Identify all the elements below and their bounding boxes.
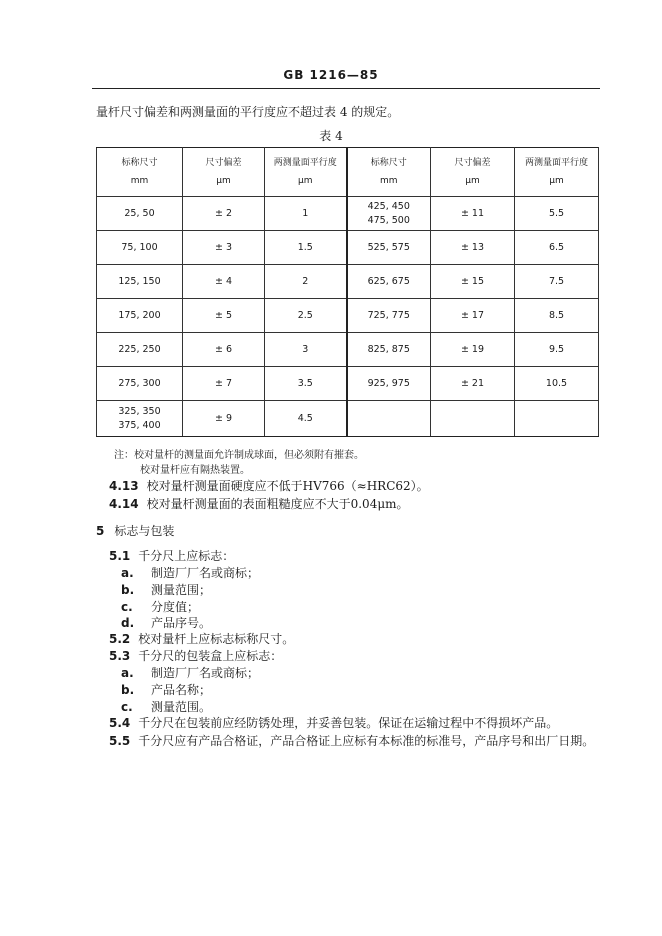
cell-deviation-b: ± 13: [431, 231, 515, 265]
standard-code: GB 1216—85: [283, 68, 379, 82]
clause-5-2: 5.2 校对量杆上应标志标称尺寸。: [109, 632, 295, 646]
header-size-deviation: 尺寸偏差 μm: [183, 148, 265, 197]
table-row: [97, 197, 599, 231]
header-nominal-size-2: 标称尺寸 mm: [347, 148, 431, 197]
cell-deviation-b: ± 19: [431, 333, 515, 367]
list-item: d. 产品序号。: [121, 616, 212, 630]
cell-size-a: 175, 200: [97, 299, 183, 333]
cell-size-a: 125, 150: [97, 265, 183, 299]
section-5-heading: 5 标志与包装: [96, 524, 175, 538]
cell-size-b: 625, 675: [347, 265, 431, 299]
cell-deviation-b: ± 15: [431, 265, 515, 299]
cell-parallelism-b: 7.5: [515, 265, 599, 299]
cell-parallelism-a: 2.5: [265, 299, 347, 333]
cell-size-a: 25, 50: [97, 197, 183, 231]
header-parallelism: 两测量面平行度 μm: [265, 148, 347, 197]
clause-5-3: 5.3 千分尺的包装盒上应标志：: [109, 649, 283, 663]
cell-parallelism-b: [515, 401, 599, 437]
intro-text: 量杆尺寸偏差和两测量面的平行度应不超过表 4 的规定。: [96, 105, 400, 119]
cell-parallelism-b: 6.5: [515, 231, 599, 265]
clause-4-14: 4.14 校对量杆测量面的表面粗糙度应不大于0.04μm。: [109, 497, 409, 511]
clause-5-4: 5.4 千分尺在包装前应经防锈处理，并妥善包装。保证在运输过程中不得损坏产品。: [109, 716, 559, 730]
cell-deviation-b: ± 17: [431, 299, 515, 333]
cell-parallelism-b: 8.5: [515, 299, 599, 333]
table-note-2: 校对量杆应有隔热装置。: [140, 465, 250, 476]
table-row: [97, 231, 599, 265]
cell-parallelism-a: 1.5: [265, 231, 347, 265]
cell-size-b: 425, 450 475, 500: [347, 197, 431, 231]
cell-size-b: 925, 975: [347, 367, 431, 401]
list-item: c. 分度值；: [121, 600, 200, 614]
cell-parallelism-a: 2: [265, 265, 347, 299]
table-row: [97, 367, 599, 401]
cell-size-b: 525, 575: [347, 231, 431, 265]
clause-4-13: 4.13 校对量杆测量面硬度应不低于HV766（≈HRC62）。: [109, 479, 429, 493]
cell-size-b: 825, 875: [347, 333, 431, 367]
header-rule: [92, 88, 600, 89]
cell-deviation-a: ± 9: [183, 401, 265, 437]
list-item: b. 测量范围；: [121, 583, 212, 597]
cell-size-a: 325, 350 375, 400: [97, 401, 183, 437]
cell-deviation-a: ± 6: [183, 333, 265, 367]
cell-deviation-b: [431, 401, 515, 437]
cell-deviation-a: ± 2: [183, 197, 265, 231]
cell-parallelism-b: 9.5: [515, 333, 599, 367]
cell-deviation-a: ± 7: [183, 367, 265, 401]
cell-parallelism-a: 4.5: [265, 401, 347, 437]
table-row: [97, 333, 599, 367]
header-size-deviation-2: 尺寸偏差 μm: [431, 148, 515, 197]
cell-parallelism-a: 1: [265, 197, 347, 231]
cell-size-a: 75, 100: [97, 231, 183, 265]
table-row: [97, 299, 599, 333]
cell-deviation-a: ± 4: [183, 265, 265, 299]
table-note-1: 注：校对量杆的测量面允许制成球面，但必须附有摧套。: [114, 450, 364, 461]
cell-size-b: [347, 401, 431, 437]
tolerance-table: [96, 147, 599, 437]
header-parallelism-2: 两测量面平行度 μm: [515, 148, 599, 197]
clause-5-5: 5.5 千分尺应有产品合格证，产品合格证上应标有本标准的标准号，产品序号和出厂日期。: [109, 734, 595, 748]
header-nominal-size: 标称尺寸 mm: [97, 148, 183, 197]
list-item: a. 制造厂厂名或商标；: [121, 566, 260, 580]
cell-size-a: 225, 250: [97, 333, 183, 367]
table-title: 表 4: [319, 129, 343, 143]
cell-deviation-b: ± 21: [431, 367, 515, 401]
list-item: c. 测量范围。: [121, 700, 212, 714]
cell-parallelism-b: 5.5: [515, 197, 599, 231]
cell-size-a: 275, 300: [97, 367, 183, 401]
cell-deviation-a: ± 3: [183, 231, 265, 265]
cell-parallelism-a: 3: [265, 333, 347, 367]
list-item: a. 制造厂厂名或商标；: [121, 666, 260, 680]
cell-parallelism-b: 10.5: [515, 367, 599, 401]
table-header-row: [97, 148, 599, 197]
cell-size-b: 725, 775: [347, 299, 431, 333]
cell-deviation-a: ± 5: [183, 299, 265, 333]
table-row: [97, 401, 599, 437]
table-row: [97, 265, 599, 299]
list-item: b. 产品名称；: [121, 683, 212, 697]
cell-deviation-b: ± 11: [431, 197, 515, 231]
cell-parallelism-a: 3.5: [265, 367, 347, 401]
clause-5-1: 5.1 千分尺上应标志：: [109, 549, 235, 563]
